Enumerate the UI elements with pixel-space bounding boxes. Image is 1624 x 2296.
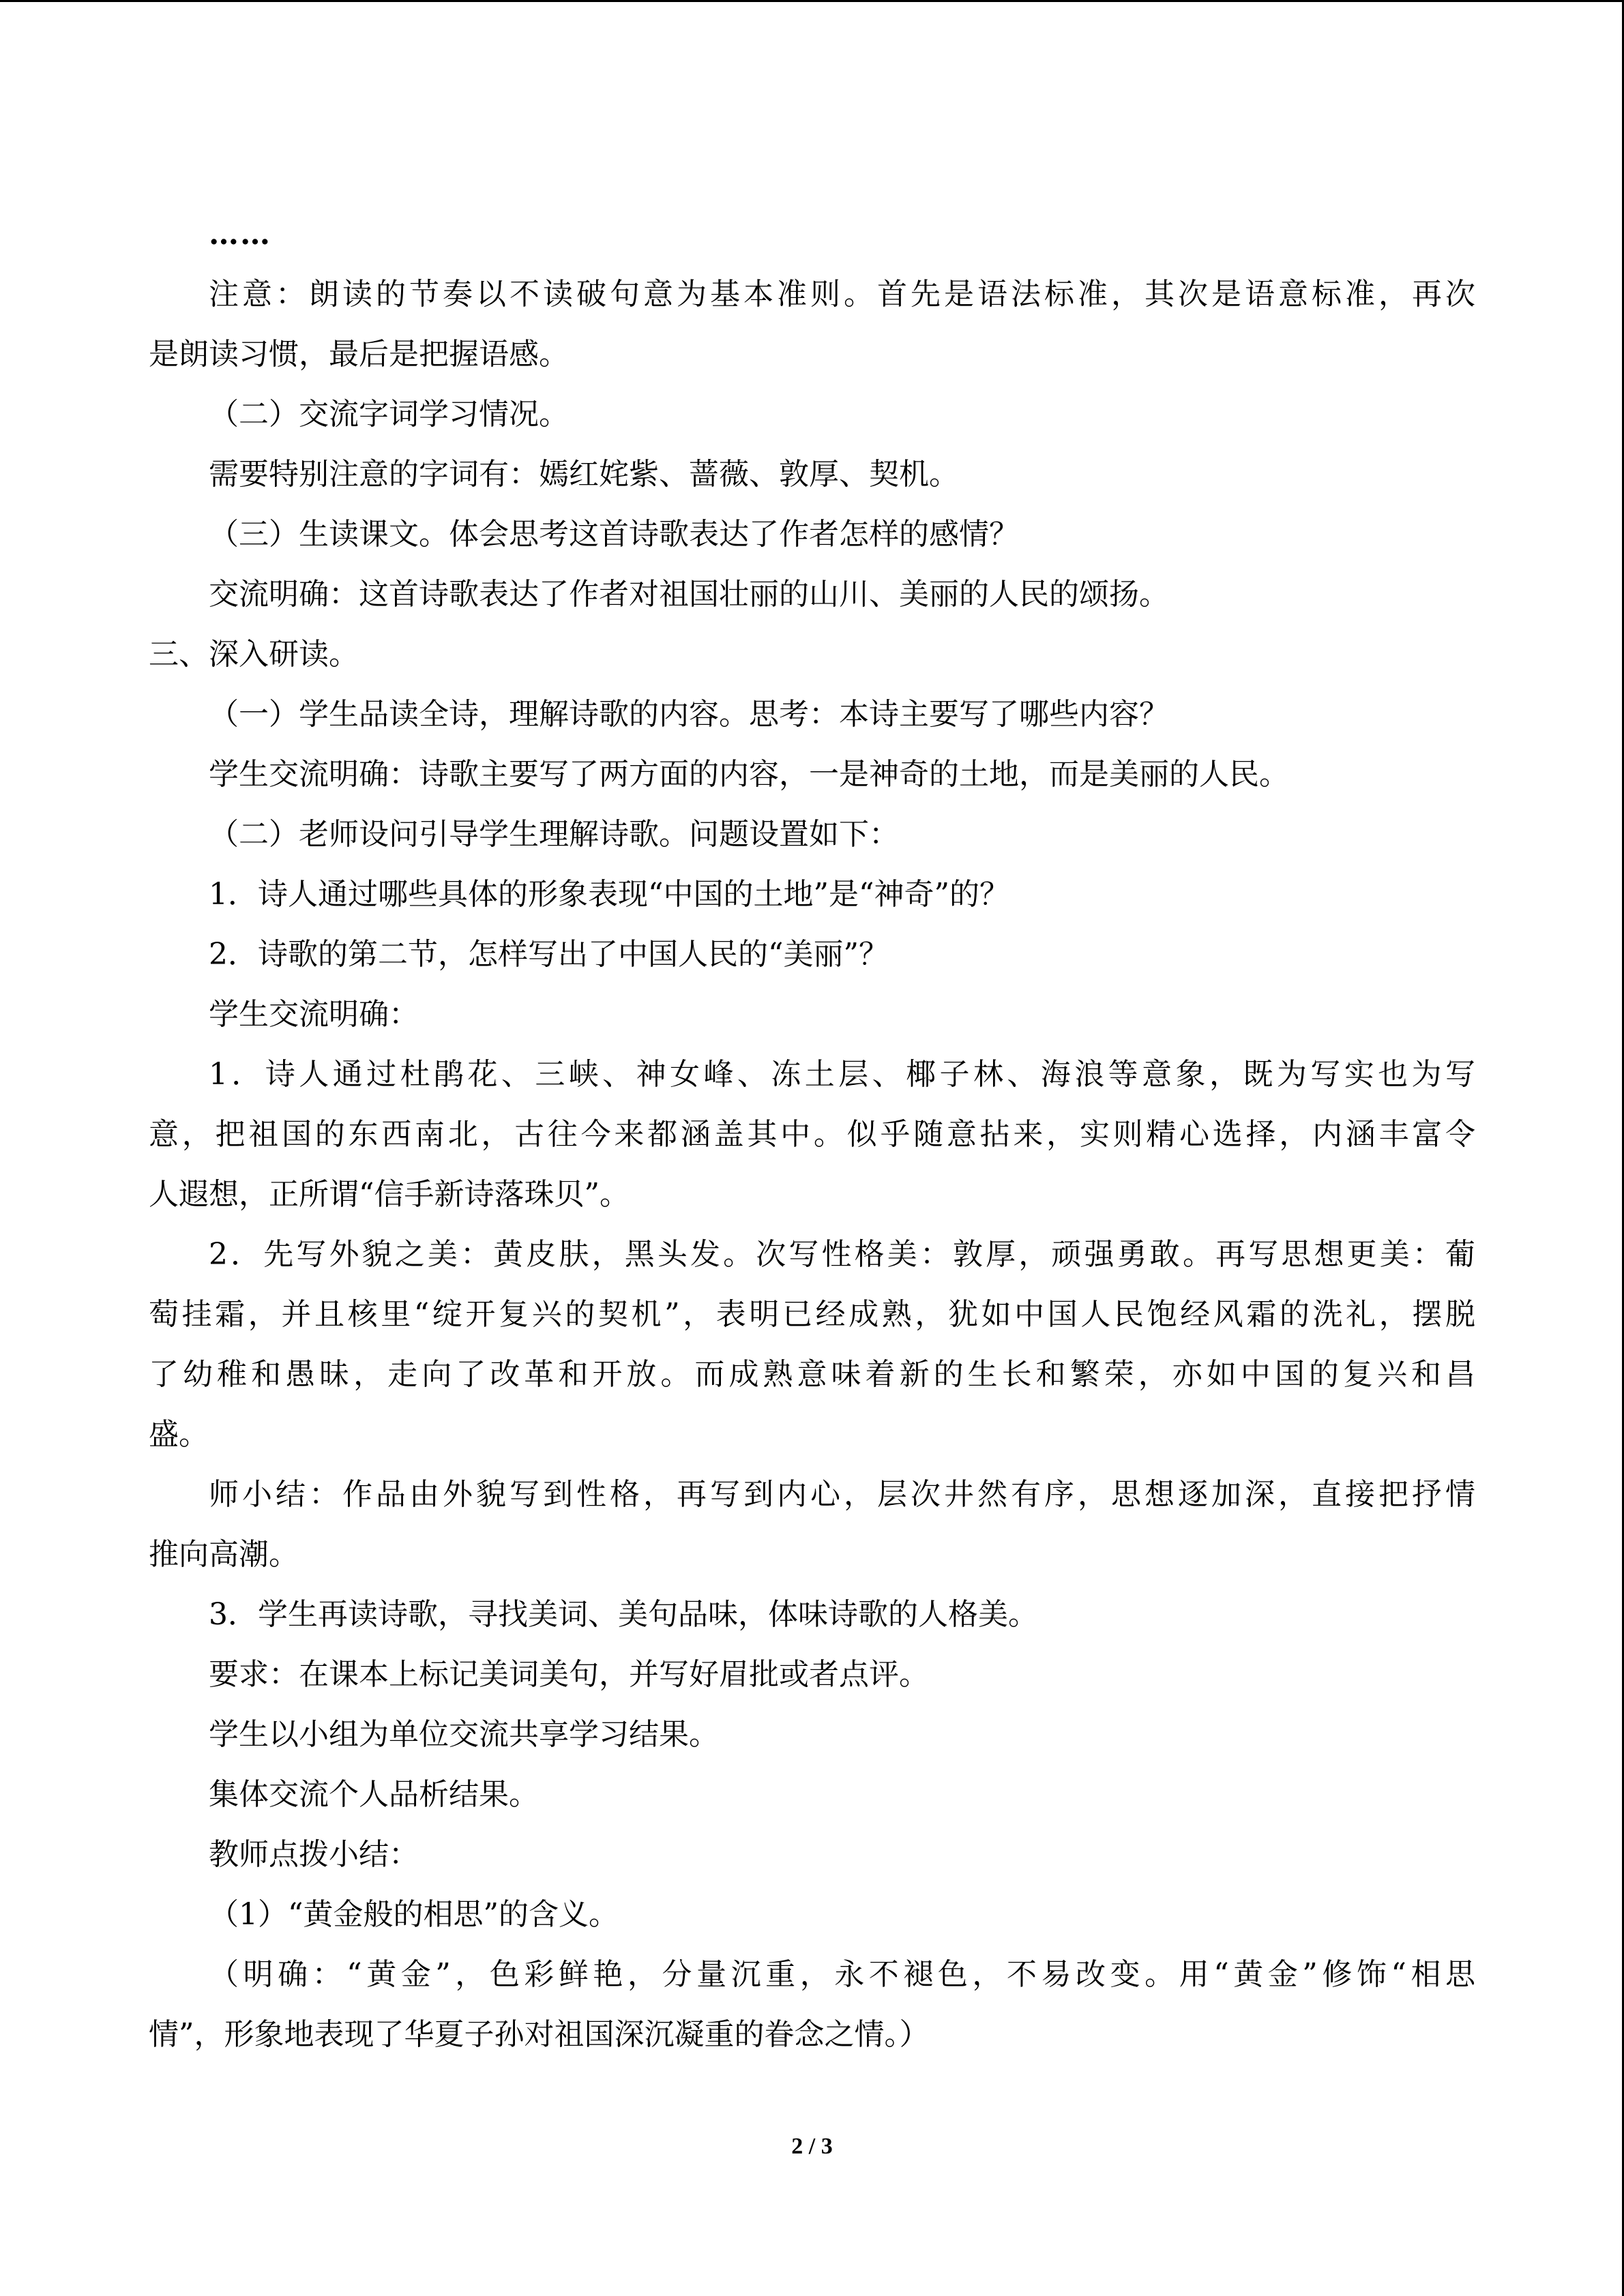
paragraph-line: 盛。 [149, 1417, 209, 1452]
question-item: 2．诗歌的第二节，怎样写出了中国人民的“美丽”？ [209, 937, 889, 972]
paragraph-line: 要求：在课本上标记美词美句，并写好眉批或者点评。 [209, 1657, 929, 1692]
section-subheading: （二）老师设问引导学生理解诗歌。问题设置如下： [209, 817, 899, 852]
ellipsis-line: …… [209, 217, 271, 252]
section-subheading: （一）学生品读全诗，理解诗歌的内容。思考：本诗主要写了哪些内容？ [209, 697, 1169, 732]
paragraph-line: 情”，形象地表现了华夏子孙对祖国深沉凝重的眷念之情。） [149, 2017, 930, 2052]
paragraph-line: 注意：朗读的节奏以不读破句意为基本准则。首先是语法标准，其次是语意标准，再次 [209, 277, 1475, 312]
section-heading: 三、深入研读。 [149, 637, 359, 672]
paragraph-line: 教师点拨小结： [209, 1837, 419, 1872]
paragraph-line: 人遐想，正所谓“信手新诗落珠贝”。 [149, 1177, 630, 1212]
answer-item: 1．诗人通过杜鹃花、三峡、神女峰、冻土层、椰子林、海浪等意象，既为写实也为写 [209, 1057, 1475, 1092]
paragraph-line: 推向高潮。 [149, 1537, 299, 1572]
paragraph-line: 是朗读习惯，最后是把握语感。 [149, 337, 569, 372]
paragraph-line: （明确：“黄金”，色彩鲜艳，分量沉重，永不褪色，不易改变。用“黄金”修饰“相思 [209, 1957, 1475, 1992]
paragraph-line: 集体交流个人品析结果。 [209, 1777, 539, 1812]
paragraph-line: 需要特别注意的字词有：嫣红姹紫、蔷薇、敦厚、契机。 [209, 457, 959, 492]
question-item: 3．学生再读诗歌，寻找美词、美句品味，体味诗歌的人格美。 [209, 1597, 1038, 1632]
section-subheading: （三）生读课文。体会思考这首诗歌表达了作者怎样的感情？ [209, 517, 1019, 552]
page-border-top [0, 0, 1624, 2]
paragraph-line: 师小结：作品由外貌写到性格，再写到内心，层次井然有序，思想逐加深，直接把抒情 [209, 1477, 1475, 1512]
paragraph-line: 学生交流明确： [209, 997, 419, 1032]
document-body [149, 205, 1475, 2065]
section-subheading: （二）交流字词学习情况。 [209, 397, 569, 432]
paragraph-line: 交流明确：这首诗歌表达了作者对祖国壮丽的山川、美丽的人民的颂扬。 [209, 577, 1169, 612]
answer-item: 2．先写外貌之美：黄皮肤，黑头发。次写性格美：敦厚，顽强勇敢。再写思想更美：葡 [209, 1237, 1475, 1272]
question-item: 1．诗人通过哪些具体的形象表现“中国的土地”是“神奇”的？ [209, 877, 1009, 912]
section-subheading: （1）“黄金般的相思”的含义。 [209, 1897, 619, 1932]
paragraph-line: 意，把祖国的东西南北，古往今来都涵盖其中。似乎随意拈来，实则精心选择，内涵丰富令 [149, 1117, 1475, 1152]
paragraph-line: 学生交流明确：诗歌主要写了两方面的内容，一是神奇的土地，而是美丽的人民。 [209, 757, 1289, 792]
page-number: 2 / 3 [791, 2134, 833, 2159]
paragraph-line: 了幼稚和愚昧，走向了改革和开放。而成熟意味着新的生长和繁荣，亦如中国的复兴和昌 [149, 1357, 1475, 1392]
paragraph-line: 学生以小组为单位交流共享学习结果。 [209, 1717, 719, 1752]
paragraph-line: 萄挂霜，并且核里“绽开复兴的契机”，表明已经成熟，犹如中国人民饱经风霜的洗礼，摆脱 [149, 1297, 1475, 1332]
